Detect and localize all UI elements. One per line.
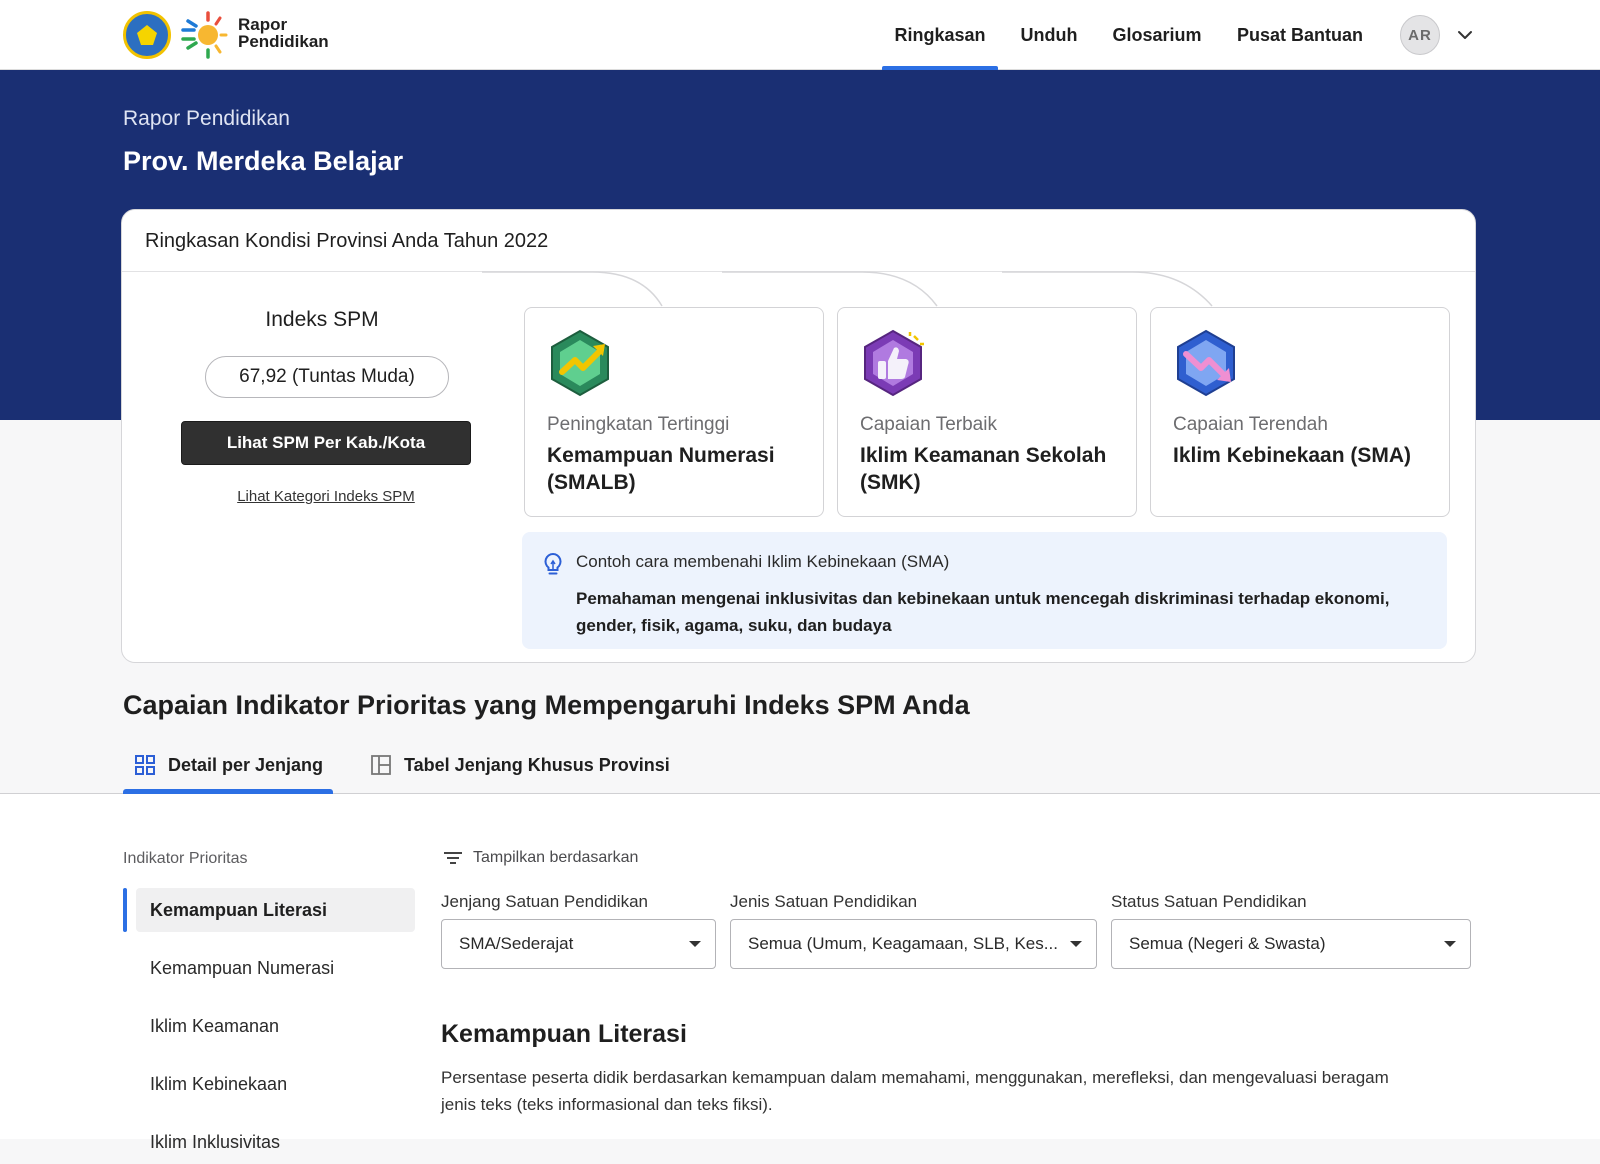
tip-label: Contoh cara membenahi Iklim Kebinekaan (SMA) xyxy=(576,552,950,571)
nav-unduh[interactable]: Unduh xyxy=(1020,24,1078,45)
indicator-description: Persentase peserta didik berdasarkan kemampuan dalam memahami, menggunakan, merefleksi, dan mengevaluasi beragam jenis teks (teks informasional dan teks fiksi). xyxy=(441,1068,1389,1114)
highlight-card-lowest-achievement[interactable] xyxy=(1150,307,1450,517)
highlight-label: Capaian Terbaik xyxy=(860,414,997,435)
view-spm-per-city-button[interactable]: Lihat SPM Per Kab./Kota xyxy=(181,421,471,465)
sidebar-item-iklim-inklusivitas[interactable]: Iklim Inklusivitas xyxy=(150,1131,281,1152)
summary-card-header xyxy=(122,210,1475,272)
top-navbar xyxy=(0,0,1600,70)
caret-down-icon xyxy=(1444,941,1456,947)
filter-label-jenjang: Jenjang Satuan Pendidikan xyxy=(441,892,648,911)
logo-text[interactable] xyxy=(238,16,329,50)
layout-icon xyxy=(370,754,392,776)
filter-heading-label: Tampilkan berdasarkan xyxy=(473,849,639,866)
grid-icon xyxy=(134,754,156,776)
summary-card-title: Ringkasan Kondisi Provinsi Anda Tahun 2022 xyxy=(145,230,549,252)
select-value: SMA/Sederajat xyxy=(459,934,574,953)
select-jenjang-satuan-pendidikan[interactable] xyxy=(441,919,716,969)
nav-ringkasan[interactable]: Ringkasan xyxy=(894,24,986,45)
hero-subtitle: Rapor Pendidikan xyxy=(123,107,290,130)
lightbulb-icon xyxy=(542,552,564,576)
sidebar-item-iklim-keamanan[interactable]: Iklim Keamanan xyxy=(150,1015,280,1036)
filter-label-jenis: Jenis Satuan Pendidikan xyxy=(730,892,918,911)
sidebar-item-kemampuan-numerasi[interactable]: Kemampuan Numerasi xyxy=(150,957,335,978)
caret-down-icon xyxy=(689,941,701,947)
sidebar-active-indicator xyxy=(123,888,127,932)
highlight-label: Peningkatan Tertinggi xyxy=(547,414,730,435)
connector-lines xyxy=(122,272,1477,312)
tab-tabel-jenjang-khusus-provinsi[interactable] xyxy=(370,745,670,785)
highlight-value: Iklim Kebinekaan (SMA) xyxy=(1173,444,1412,467)
tab-active-indicator xyxy=(123,789,333,794)
filter-label-status: Status Satuan Pendidikan xyxy=(1111,892,1307,911)
sidebar-title: Indikator Prioritas xyxy=(123,850,248,867)
logo-text-line1: Rapor xyxy=(238,15,288,34)
highlight-card-best-achievement[interactable] xyxy=(837,307,1137,517)
nav-glosarium[interactable]: Glosarium xyxy=(1112,24,1202,45)
select-value: Semua (Umum, Keagamaan, SLB, Kes... xyxy=(748,934,1058,953)
highlight-card-highest-increase[interactable] xyxy=(524,307,824,517)
select-jenis-satuan-pendidikan[interactable] xyxy=(730,919,1097,969)
tab-detail-per-jenjang[interactable] xyxy=(134,745,323,785)
trend-up-badge-icon xyxy=(545,328,615,398)
improvement-tip xyxy=(522,532,1447,649)
tip-body: Pemahaman mengenai inklusivitas dan kebinekaan untuk mencegah diskriminasi terhadap ekonomi, gender, fisik, agama, suku, dan budaya xyxy=(576,589,1390,635)
spm-label: Indeks SPM xyxy=(265,308,379,331)
tab-label: Detail per Jenjang xyxy=(168,754,324,775)
select-status-satuan-pendidikan[interactable] xyxy=(1111,919,1471,969)
rapor-pendidikan-logo-icon[interactable] xyxy=(180,10,230,60)
tut-wuri-logo-icon[interactable] xyxy=(123,11,171,59)
select-value: Semua (Negeri & Swasta) xyxy=(1129,934,1326,953)
filter-icon xyxy=(443,850,463,866)
logo-text-line2: Pendidikan xyxy=(238,32,329,51)
chevron-down-icon[interactable] xyxy=(1454,24,1476,46)
spm-value-badge: 67,92 (Tuntas Muda) xyxy=(205,356,449,398)
caret-down-icon xyxy=(1070,941,1082,947)
trend-down-badge-icon xyxy=(1171,328,1241,398)
highlight-value: Iklim Keamanan Sekolah (SMK) xyxy=(860,444,1107,494)
section-title: Capaian Indikator Prioritas yang Mempengaruhi Indeks SPM Anda xyxy=(123,690,970,720)
sidebar-item-iklim-kebinekaan[interactable]: Iklim Kebinekaan xyxy=(150,1073,288,1094)
filter-heading xyxy=(443,849,638,867)
indicator-title: Kemampuan Literasi xyxy=(441,1020,687,1048)
page-title: Prov. Merdeka Belajar xyxy=(123,146,404,176)
spm-category-link[interactable]: Lihat Kategori Indeks SPM xyxy=(237,488,415,505)
tab-label: Tabel Jenjang Khusus Provinsi xyxy=(404,754,670,775)
thumbs-up-badge-icon xyxy=(858,328,928,398)
nav-pusat-bantuan[interactable]: Pusat Bantuan xyxy=(1236,24,1364,45)
highlight-value: Kemampuan Numerasi (SMALB) xyxy=(547,444,775,494)
summary-card xyxy=(121,209,1476,663)
highlight-label: Capaian Terendah xyxy=(1173,414,1328,435)
avatar[interactable]: AR xyxy=(1400,15,1440,55)
sidebar-item-kemampuan-literasi[interactable]: Kemampuan Literasi xyxy=(136,888,415,932)
